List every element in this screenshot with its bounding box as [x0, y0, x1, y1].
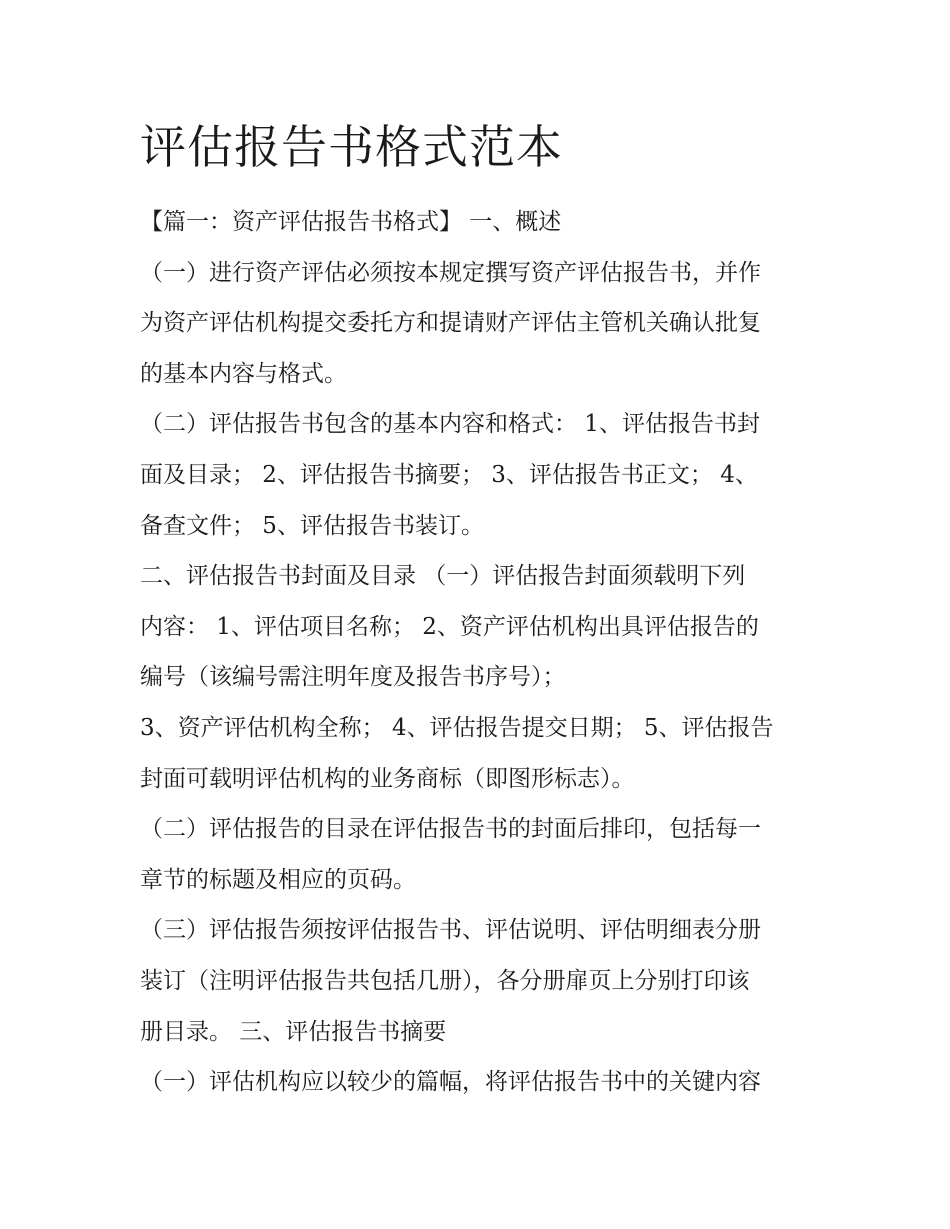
text-line: 二、评估报告书封面及目录 （一）评估报告封面须载明下列 [140, 563, 746, 590]
text-line: （一）进行资产评估必须按本规定撰写资产评估报告书，并作 [140, 259, 761, 286]
text-line: 的基本内容与格式。 [140, 360, 347, 387]
text-line: （三）评估报告须按评估报告书、评估说明、评估明细表分册 [140, 917, 761, 944]
text-line: 装订（注明评估报告共包括几册），各分册扉页上分别打印该 [140, 967, 750, 994]
text-line: 为资产评估机构提交委托方和提请财产评估主管机关确认批复 [140, 310, 761, 337]
text-line: 备查文件； 5、评估报告书装订。 [140, 512, 484, 539]
text-line: 封面可载明评估机构的业务商标（即图形标志）。 [140, 765, 635, 792]
text-line: 章节的标题及相应的页码。 [140, 866, 416, 893]
text-line: （一）评估机构应以较少的篇幅，将评估报告书中的关键内容 [140, 1069, 761, 1096]
document-body [140, 197, 820, 1108]
document-title: 评估报告书格式范本 [140, 120, 563, 174]
text-line: 3、资产评估机构全称； 4、评估报告提交日期； 5、评估报告 [140, 714, 774, 741]
text-line: 册目录。 三、评估报告书摘要 [140, 1018, 447, 1045]
text-line: 编号（该编号需注明年度及报告书序号）； [140, 664, 566, 691]
text-line: 面及目录； 2、评估报告书摘要； 3、评估报告书正文； 4、 [140, 461, 758, 488]
text-line: （二）评估报告书包含的基本内容和格式： 1、评估报告书封 [140, 411, 760, 438]
text-line: 内容： 1、评估项目名称； 2、资产评估机构出具评估报告的 [140, 613, 759, 640]
text-line: （二）评估报告的目录在评估报告书的封面后排印，包括每一 [140, 816, 761, 843]
text-line: 【篇一：资产评估报告书格式】 一、概述 [140, 209, 562, 235]
